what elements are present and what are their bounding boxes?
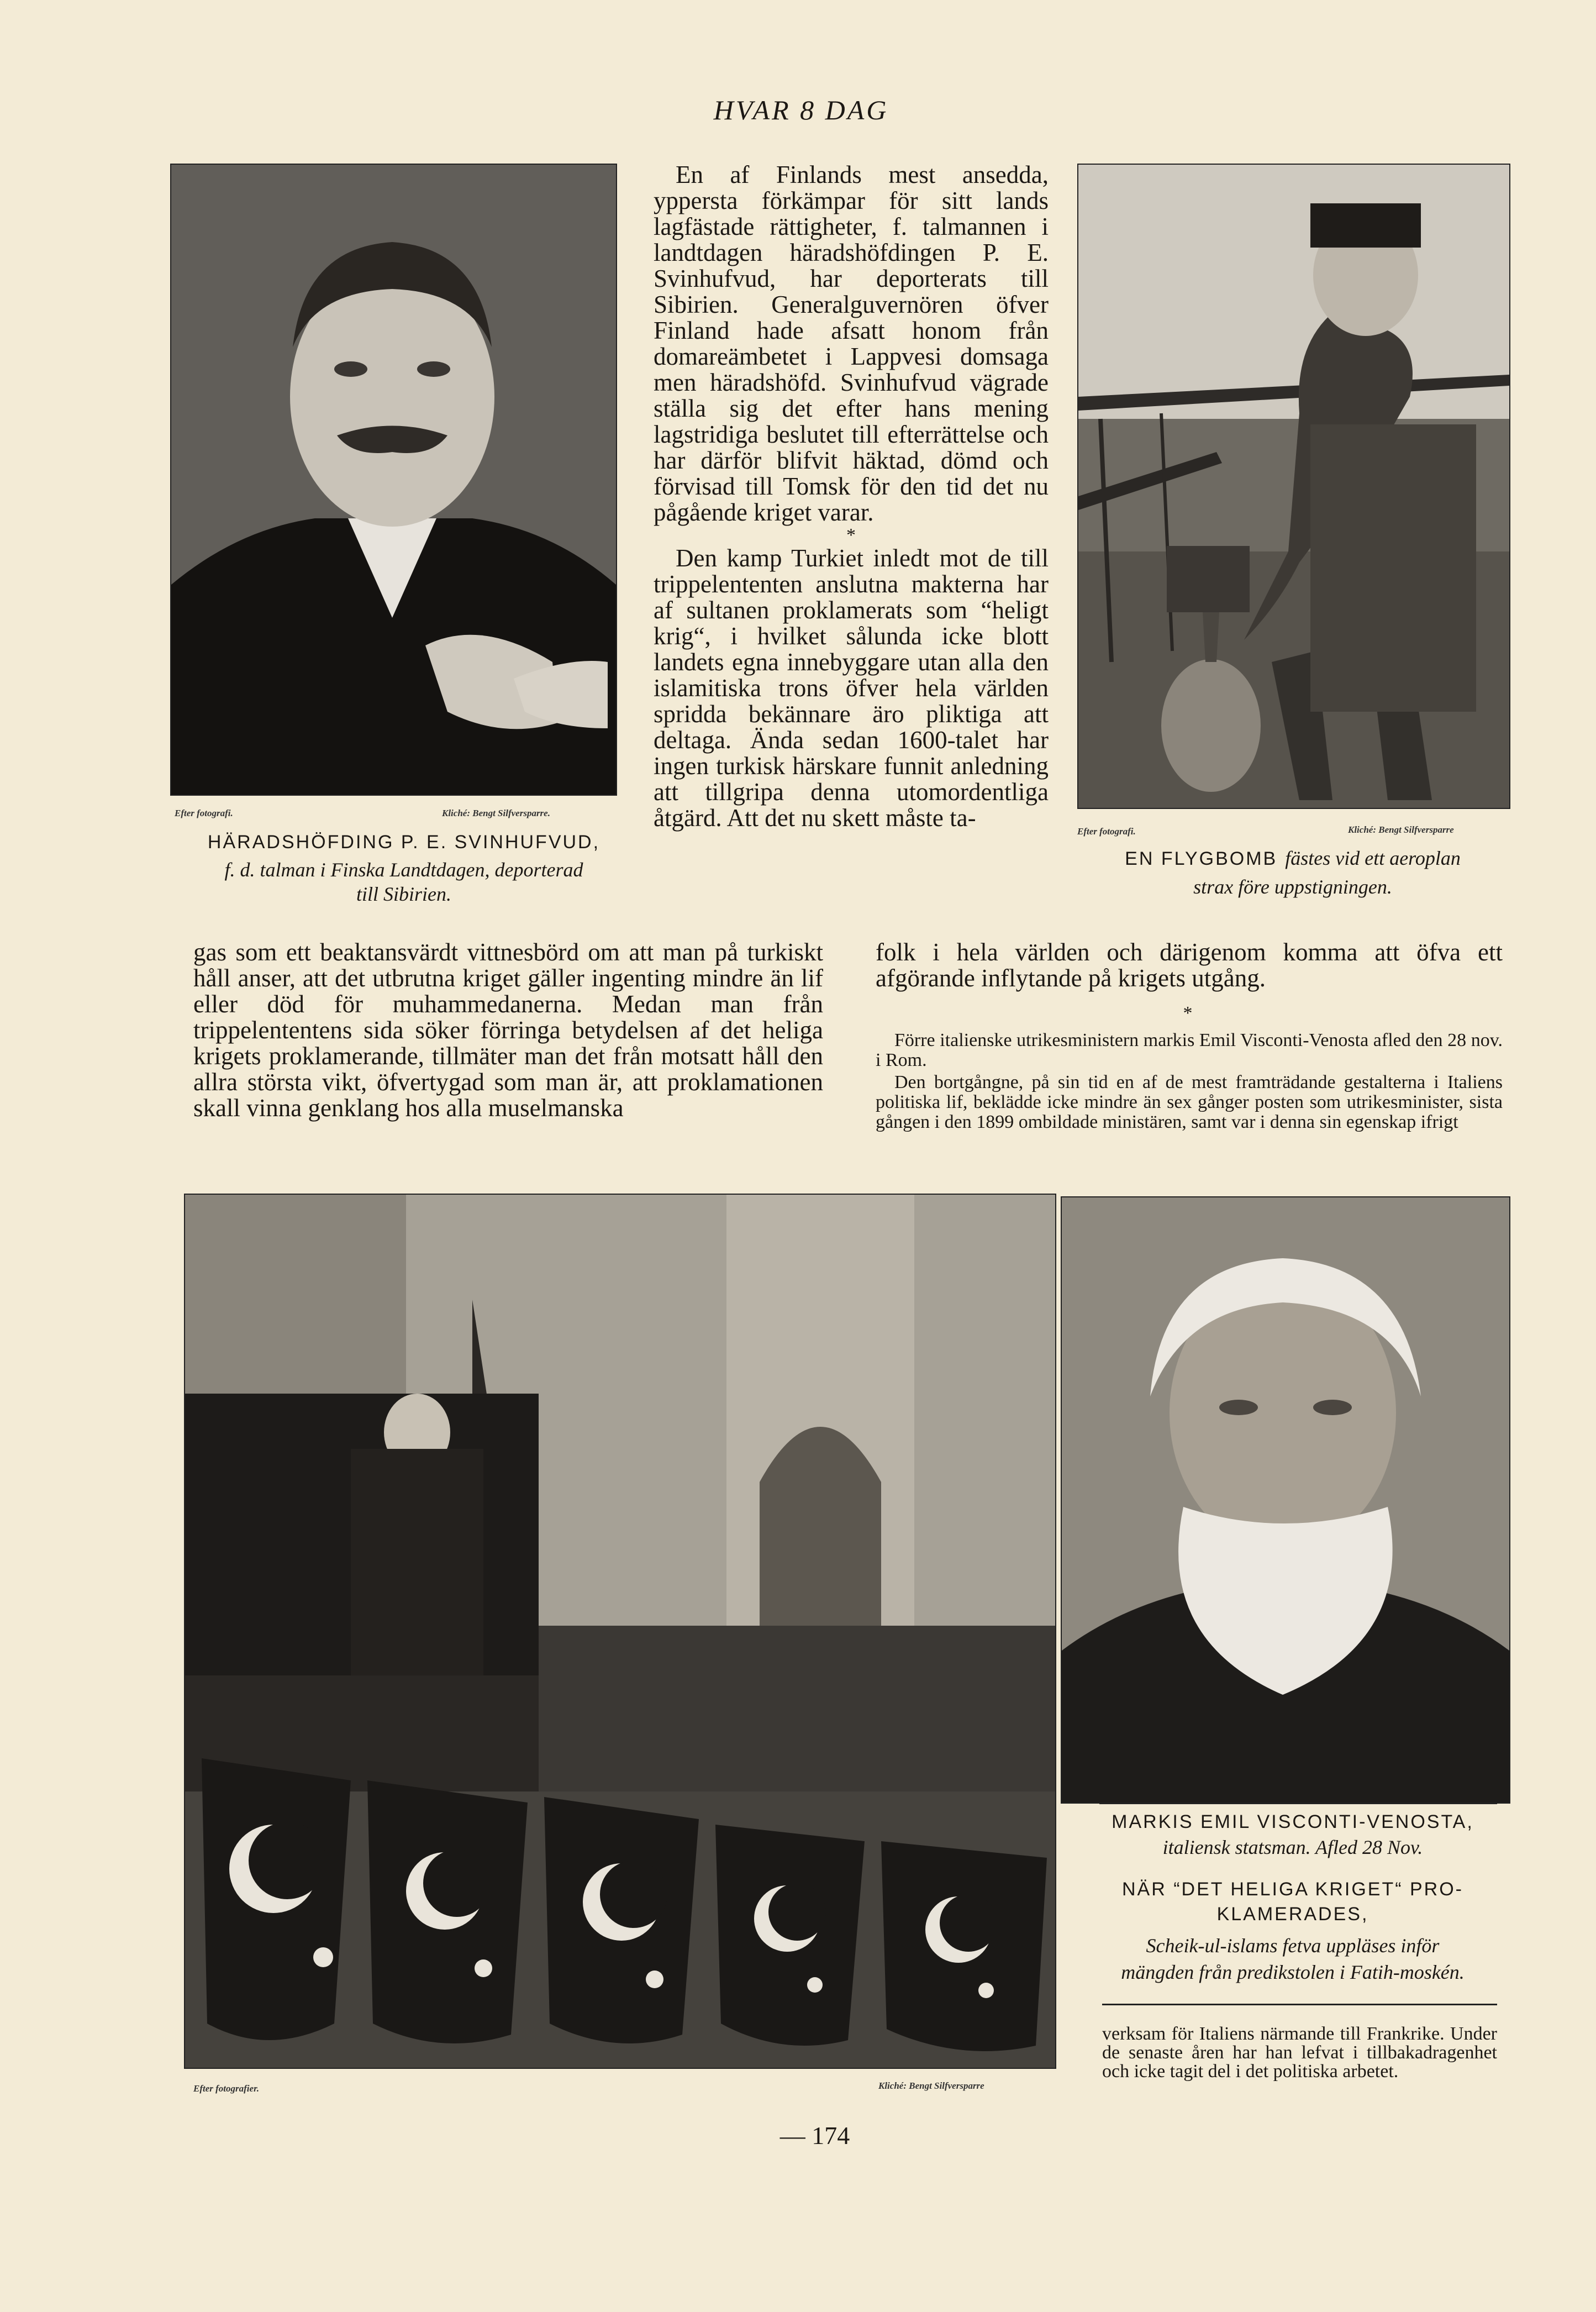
holy-war-article: Den kamp Turkiet inledt mot de till trippelententen anslutna makterna har af sultanen proklamerats som “heligt krig“, i hvilket sålunda icke blott landets egna innebyggare utan alla den islamitiska trons öfver hela världen spridda bekännare äro pliktiga att deltaga. Ända sedan 1600-talet har ingen turkisk härskare funnit anledning att tillgripa denna utomordentliga åtgärd. Att det nu skett måste ta- xyxy=(654,544,1049,832)
center-column xyxy=(654,162,1049,831)
svinhufvud-caption-title: HÄRADSHÖFDING P. E. SVINHUFVUD, xyxy=(207,832,601,853)
proclamation-caption-sub-2: mängden från predikstolen i Fatih-moskén. xyxy=(1121,1961,1465,1983)
holy-war-conclusion: folk i hela världen och därigenom komma att öfva ett afgörande inflytande på krigets utgång. xyxy=(876,938,1503,992)
visconti-caption-title: MARKIS EMIL VISCONTI-VENOSTA, xyxy=(1112,1811,1474,1832)
separator-star: * xyxy=(846,525,856,545)
caption-rule-bottom xyxy=(1102,2004,1497,2005)
caption-rule-top xyxy=(1099,1803,1497,1804)
holy-war-continuation: gas som ett beaktansvärdt vittnesbörd om att man på turkiskt håll anser, att det utbrutna kriget gäller ingenting mindre än lif eller död för muhammedanerna. Medan man från trippelententens sida söker förringa betydelsen af det heliga krigets proklamerande, tillmäter man det från motsatt håll den allra största vikt, öfvertygad som man är, att proklamationen skall vinna genklang hos alla muselmanska xyxy=(193,938,823,1122)
proclamation-caption-title-1: NÄR “DET HELIGA KRIGET“ PRO- xyxy=(1121,1879,1463,1900)
bomb-caption-line-1 xyxy=(1072,847,1514,870)
bomb-caption-sub-1: fästes vid ett aeroplan xyxy=(1285,847,1461,869)
page-number: — 174 xyxy=(779,2121,850,2150)
photo-credit-left: Efter fotografi. xyxy=(175,808,233,818)
svinhufvud-portrait xyxy=(170,164,617,796)
visconti-venosta-portrait xyxy=(1061,1196,1510,1804)
svinhufvud-article: En af Finlands mest ansedda, yppersta förkämpar för sitt lands lagfästade rättigheter, f. talmannen i landtdagen häradshöfdingen P. E. Svinhufvud, har deporterats till Sibirien. Generalguvernören öfver Finland hade afsatt honom från domareämbetet i Lappvesi domsaga men häradshöfd. Svinhufvud vägrade ställa sig det efter hans mening lagstridiga beslutet till efterrättelse och har därför blifvit häktad, dömd och förvisad till Tomsk för den tid det nu pågående kriget varar. xyxy=(654,161,1049,526)
photo-credit-right: Kliché: Bengt Silfversparre. xyxy=(442,808,550,818)
visconti-obituary-continuation: verksam för Italiens närmande till Frankrike. Under de senaste åren har han lefvat i tillbakadragenhet och icke tagit del i det politiska arbetet. xyxy=(1102,2024,1497,2082)
bomb-photo-credit-left: Efter fotografi. xyxy=(1077,826,1136,837)
bomb-caption-sub-2: strax före uppstigningen. xyxy=(1193,876,1392,898)
visconti-caption-sub: italiensk statsman. Afled 28 Nov. xyxy=(1162,1836,1423,1858)
proclamation-caption-title-2: KLAMERADES, xyxy=(1216,1904,1369,1925)
bomb-caption-title: EN FLYGBOMB xyxy=(1125,848,1278,869)
visconti-obituary-2: Den bortgångne, på sin tid en af de mest framträdande gestalterna i Italiens politiska lif, beklädde icke mindre än sex gånger posten som utrikesminister, sista gången i den 1899 ombildade ministären, samt var i denna sin egenskap ifrigt xyxy=(876,1072,1503,1132)
running-title: HVAR 8 DAG xyxy=(713,94,889,125)
bottom-credit-left: Efter fotografier. xyxy=(193,2083,259,2094)
bomb-photo-credit-right: Kliché: Bengt Silfversparre xyxy=(1348,824,1454,835)
svinhufvud-caption-line-1: f. d. talman i Finska Landtdagen, deporterad xyxy=(224,859,583,881)
proclamation-caption-sub-1: Scheik-ul-islams fetva uppläses inför xyxy=(1146,1935,1440,1957)
separator-star-2: * xyxy=(1183,1003,1193,1023)
visconti-obituary-1: Förre italienske utrikesministern markis Emil Visconti-Venosta afled den 28 nov. i Rom. xyxy=(876,1030,1503,1070)
svinhufvud-caption-line-2: till Sibirien. xyxy=(356,883,451,905)
aerial-bomb-photo xyxy=(1077,164,1510,809)
bottom-credit-right: Kliché: Bengt Silfversparre xyxy=(878,2080,984,2091)
holy-war-proclamation-photo xyxy=(184,1194,1056,2069)
